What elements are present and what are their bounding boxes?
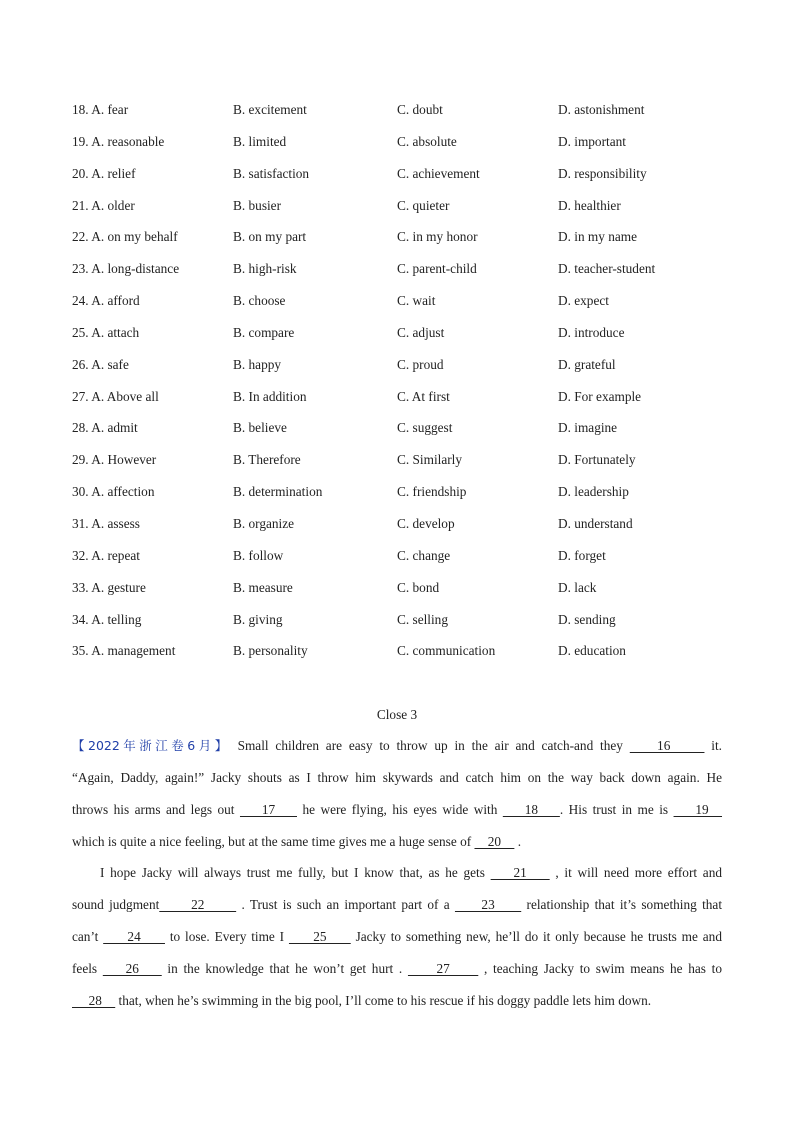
option-b: B. personality bbox=[233, 643, 308, 659]
blank-17: 17 bbox=[239, 801, 297, 817]
passage-line: can’t 24 to lose. Every time I 25 Jacky to something new, he’ll do it only because he trusts me and bbox=[72, 929, 722, 945]
blank-25: 25 bbox=[288, 929, 351, 945]
option-c: C. bond bbox=[397, 579, 440, 595]
option-c: C. Similarly bbox=[397, 452, 463, 468]
option-b: B. happy bbox=[233, 356, 282, 372]
option-a: 19. A. reasonable bbox=[72, 133, 165, 149]
section-title: Close 3 bbox=[376, 707, 418, 722]
blank-16: 16 bbox=[629, 738, 705, 753]
option-row-29 bbox=[72, 451, 752, 483]
option-a: 21. A. older bbox=[72, 197, 135, 213]
option-row-31 bbox=[72, 515, 752, 547]
option-c: C. selling bbox=[397, 611, 448, 627]
option-row-33 bbox=[72, 579, 752, 611]
option-a: 22. A. on my behalf bbox=[72, 229, 178, 245]
option-a: 27. A. Above all bbox=[72, 388, 159, 404]
blank-24: 24 bbox=[103, 929, 165, 945]
option-row-23 bbox=[72, 260, 752, 292]
option-row-30 bbox=[72, 483, 752, 515]
option-a: 34. A. telling bbox=[72, 611, 142, 627]
option-a: 32. A. repeat bbox=[72, 547, 140, 563]
passage-line: 【2022年浙江卷6月】 Small children are easy to throw up in the air and catch-and they 16 it. bbox=[72, 738, 723, 753]
passage-line: which is quite a nice feeling, but at the same time gives me a huge sense of 20 . bbox=[72, 833, 522, 849]
option-b: B. determination bbox=[233, 484, 323, 500]
option-d: D. introduce bbox=[558, 324, 625, 340]
blank-26: 26 bbox=[102, 960, 162, 976]
option-row-27 bbox=[72, 388, 752, 420]
option-d: D. expect bbox=[558, 293, 609, 309]
option-c: C. friendship bbox=[397, 484, 467, 500]
option-b: B. on my part bbox=[233, 229, 307, 245]
option-a: 30. A. affection bbox=[72, 484, 155, 500]
option-row-35 bbox=[72, 642, 752, 674]
option-b: B. busier bbox=[233, 197, 282, 213]
blank-21: 21 bbox=[490, 865, 550, 881]
blank-27: 27 bbox=[407, 960, 479, 976]
option-b: B. measure bbox=[233, 579, 293, 595]
option-c: C. doubt bbox=[397, 102, 443, 117]
option-row-28 bbox=[72, 419, 752, 451]
option-row-25 bbox=[72, 324, 752, 356]
passage-line: sound judgment 22 . Trust is such an important part of a 23 relationship that it’s something that bbox=[72, 897, 723, 913]
option-b: B. satisfaction bbox=[233, 165, 310, 181]
option-row-21 bbox=[72, 197, 752, 229]
option-a: 26. A. safe bbox=[72, 356, 129, 372]
option-c: C. wait bbox=[397, 293, 436, 309]
option-d: D. teacher-student bbox=[558, 261, 656, 277]
option-b: B. giving bbox=[233, 611, 283, 627]
option-row-34 bbox=[72, 611, 752, 643]
option-b: B. high-risk bbox=[233, 261, 297, 277]
source-tag: 【2022年浙江卷6月】 bbox=[72, 738, 231, 753]
option-row-19 bbox=[72, 133, 752, 165]
blank-20: 20 bbox=[474, 833, 515, 849]
option-d: D. imagine bbox=[558, 420, 618, 436]
option-a: 28. A. admit bbox=[72, 420, 138, 436]
option-row-26 bbox=[72, 356, 752, 388]
option-a: 23. A. long-distance bbox=[72, 261, 180, 277]
option-b: B. believe bbox=[233, 420, 287, 436]
answer-options-table bbox=[72, 101, 752, 674]
blank-22: 22 bbox=[159, 897, 237, 913]
option-b: B. compare bbox=[233, 324, 295, 340]
option-c: C. communication bbox=[397, 643, 496, 659]
option-c: C. develop bbox=[397, 515, 455, 531]
option-c: C. achievement bbox=[397, 165, 480, 181]
option-c: C. in my honor bbox=[397, 229, 478, 245]
passage-line: feels 26 in the knowledge that he won’t get hurt . 27 , teaching Jacky to swim means he has to bbox=[72, 960, 722, 976]
option-b: B. Therefore bbox=[233, 452, 301, 468]
option-b: B. In addition bbox=[233, 388, 307, 404]
option-d: D. leadership bbox=[558, 484, 629, 500]
option-a: 31. A. assess bbox=[72, 515, 140, 531]
option-c: C. suggest bbox=[397, 420, 453, 436]
option-row-22 bbox=[72, 228, 752, 260]
option-a: 25. A. attach bbox=[72, 324, 140, 340]
blank-28: 28 bbox=[72, 992, 116, 1008]
passage-line: “Again, Daddy, again!” Jacky shouts as I throw him skywards and catch him on the way back down again. He bbox=[72, 769, 722, 785]
option-a: 33. A. gesture bbox=[72, 579, 146, 595]
option-row-32 bbox=[72, 547, 752, 579]
blank-19: 19 bbox=[673, 801, 723, 817]
option-d: D. grateful bbox=[558, 356, 616, 372]
option-a: 35. A. management bbox=[72, 643, 176, 659]
cloze-passage bbox=[72, 736, 722, 1023]
option-d: D. responsibility bbox=[558, 165, 647, 181]
option-b: B. excitement bbox=[233, 102, 307, 117]
option-d: D. Fortunately bbox=[558, 452, 636, 468]
option-row-18 bbox=[72, 101, 752, 133]
option-c: C. change bbox=[397, 547, 451, 563]
option-c: C. parent-child bbox=[397, 261, 477, 277]
option-d: D. lack bbox=[558, 579, 597, 595]
option-c: C. quieter bbox=[397, 197, 450, 213]
option-d: D. healthier bbox=[558, 197, 621, 213]
option-b: B. follow bbox=[233, 547, 284, 563]
option-row-20 bbox=[72, 165, 752, 197]
option-b: B. limited bbox=[233, 133, 287, 149]
option-d: D. important bbox=[558, 133, 626, 149]
passage-line: I hope Jacky will always trust me fully, but I know that, as he gets 21 , it will need more effort and bbox=[100, 865, 722, 881]
option-b: B. choose bbox=[233, 293, 286, 309]
option-d: D. For example bbox=[558, 388, 642, 404]
option-d: D. forget bbox=[558, 547, 606, 563]
option-d: D. in my name bbox=[558, 229, 638, 245]
option-d: D. astonishment bbox=[558, 102, 645, 117]
passage-line: 28 that, when he’s swimming in the big pool, I’ll come to his rescue if his doggy paddle lets him down. bbox=[72, 992, 652, 1008]
option-d: D. education bbox=[558, 643, 626, 659]
blank-18: 18 bbox=[502, 801, 560, 817]
option-d: D. sending bbox=[558, 611, 616, 627]
option-b: B. organize bbox=[233, 515, 295, 531]
option-a: 24. A. afford bbox=[72, 293, 140, 309]
option-c: C. absolute bbox=[397, 133, 457, 149]
option-a: 29. A. However bbox=[72, 452, 157, 468]
passage-line: throws his arms and legs out 17 he were flying, his eyes wide with 18 . His trust in me is 19 bbox=[72, 801, 723, 817]
option-c: C. proud bbox=[397, 356, 444, 372]
option-row-24 bbox=[72, 292, 752, 324]
option-c: C. adjust bbox=[397, 324, 445, 340]
option-c: C. At first bbox=[397, 388, 450, 404]
option-d: D. understand bbox=[558, 515, 633, 531]
option-a: 18. A. fear bbox=[72, 102, 129, 117]
blank-23: 23 bbox=[454, 897, 522, 913]
option-a: 20. A. relief bbox=[72, 165, 136, 181]
